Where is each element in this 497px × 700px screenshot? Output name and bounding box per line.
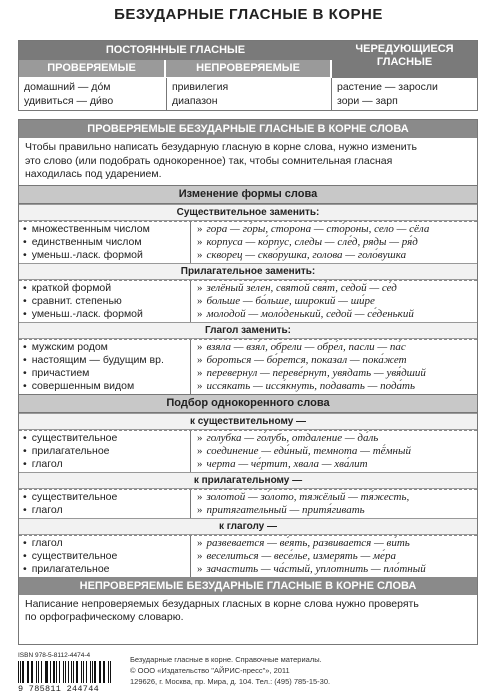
to-verb-rows: • глагол • существительное • прилагательное » развевается — ве́ять, развивается — ви́ть » веселиться — весе́лье, измерять — ме́ра » зачастить — ча́стый, уплотнить — пло́тный [19, 535, 477, 577]
barcode-bar [22, 661, 23, 683]
alternating-examples: растение — заросли зори — зарп [337, 81, 438, 107]
barcode-bar [41, 661, 42, 683]
barcode-bar [94, 661, 95, 683]
barcode-bar [38, 661, 39, 683]
barcode-bar [110, 661, 111, 683]
barcode-bars [18, 661, 113, 683]
barcode-bar [46, 661, 47, 683]
header-constant-vowels: ПОСТОЯННЫЕ ГЛАСНЫЕ [19, 41, 334, 60]
adj-rows: • краткой формой • сравнит. степенью • уменьш.-ласк. формой » зелёный зе́лен, святой свя́т, седой — се́д » больше — бо́льше, широкий — ши́ре » молодой — моло́денький, седой — се́денький [19, 280, 477, 322]
barcode-bar [99, 661, 100, 683]
barcode-bar [73, 661, 74, 683]
checkable-explanation: Чтобы правильно написать безударную гласную в корне слова, нужно изменить это слово (или подобрать однокоренное) так, чтобы сомнительная гласная находилась под ударением. [25, 141, 417, 180]
barcode-bar [63, 661, 64, 683]
barcode-bar [86, 661, 87, 683]
to-adj-rows: • существительное • глагол » золотой — зо́лото, тяжёлый — тя́жесть, » притягательный — притя́гивать [19, 489, 477, 518]
barcode-bar [56, 661, 57, 683]
barcode-bar [20, 661, 21, 683]
checkable-examples: домашний — до́м удивиться — ди́во [19, 78, 167, 110]
barcode-bar [76, 661, 78, 683]
noun-rows: • множественным числом • единственным числом • уменьш.-ласк. формой » гора — го́ры, сторона — сто́роны, село — сёла » корпуса — ко́рпус, следы — сле́д, ряды — ря́д » скворец — скво́рушка, голова — голо́вушка [19, 221, 477, 263]
verb-rows: • мужским родом • настоящим — будущим вр. • причастием • совершенным видом » взяла — взя́л, обрели — обре́л, пасли — па́с » бороться — бо́рется, показал — пока́жет » перевернул — переве́рнут, увядать — увя́дший » иссякать — исся́кнуть, подавать — пода́ть [19, 339, 477, 394]
noun-replace-header: Существительное заменить: [19, 204, 477, 221]
vowel-types-table [18, 40, 478, 111]
barcode-bar [100, 661, 101, 683]
barcode-bar [90, 661, 91, 683]
header-alternating-vowels: ЧЕРЕДУЮЩИЕСЯ ГЛАСНЫЕ [332, 41, 477, 78]
barcode-bar [103, 661, 105, 683]
form-change-header: Изменение формы слова [19, 185, 477, 204]
imprint: Безударные гласные в корне. Справочные материалы. © ООО «Издательство "АЙРИС-пресс"», 2011 129626, г. Москва, пр. Мира, д. 104. Тел.: (495) 785-15-30. [130, 655, 331, 686]
barcode-bar [45, 661, 46, 683]
uncheckable-section-header: НЕПРОВЕРЯЕМЫЕ БЕЗУДАРНЫЕ ГЛАСНЫЕ В КОРНЕ СЛОВА [19, 577, 477, 595]
barcode-bar [81, 661, 82, 683]
uncheckable-explanation: Написание непроверяемых безударных гласных в корне слова нужно проверять по орфографическому словарю. [25, 597, 419, 623]
barcode-bar [18, 661, 19, 683]
barcode-bar [53, 661, 55, 683]
footer [18, 652, 478, 694]
barcode [18, 652, 118, 694]
barcode-bar [36, 661, 37, 683]
adj-replace-header: Прилагательное заменить: [19, 263, 477, 280]
barcode-bar [71, 661, 72, 683]
barcode-bar [108, 661, 109, 683]
root-word-header: Подбор однокоренного слова [19, 394, 477, 413]
header-checkable: ПРОВЕРЯЕМЫЕ [19, 60, 166, 77]
barcode-bar [31, 661, 33, 683]
barcode-number: 9 785811 244744 [18, 684, 100, 694]
barcode-bar [50, 661, 51, 683]
verb-replace-header: Глагол заменить: [19, 322, 477, 339]
to-verb-header: к глаголу — [19, 518, 477, 535]
isbn-text: ISBN 978-5-8112-4474-4 [18, 652, 91, 659]
barcode-bar [27, 661, 28, 683]
main-section [18, 119, 478, 645]
barcode-bar [65, 661, 66, 683]
barcode-bar [83, 661, 84, 683]
page-title: БЕЗУДАРНЫЕ ГЛАСНЫЕ В КОРНЕ [114, 6, 383, 23]
barcode-bar [68, 661, 69, 683]
barcode-bar [28, 661, 29, 683]
checkable-section-header: ПРОВЕРЯЕМЫЕ БЕЗУДАРНЫЕ ГЛАСНЫЕ В КОРНЕ СЛОВА [19, 120, 477, 138]
barcode-bar [92, 661, 93, 683]
to-noun-header: к существительному — [19, 413, 477, 430]
barcode-bar [59, 661, 60, 683]
uncheckable-examples: привилегия диапазон [167, 78, 332, 110]
to-noun-rows: • существительное • прилагательное • глагол » голубка — го́лубь, отдаление — да́ль » соединение — еди́ный, темнота — тё́мный » черта — че́ртит, хвала — хва́лит [19, 430, 477, 472]
to-adj-header: к прилагательному — [19, 472, 477, 489]
header-uncheckable: НЕПРОВЕРЯЕМЫЕ [166, 60, 332, 77]
